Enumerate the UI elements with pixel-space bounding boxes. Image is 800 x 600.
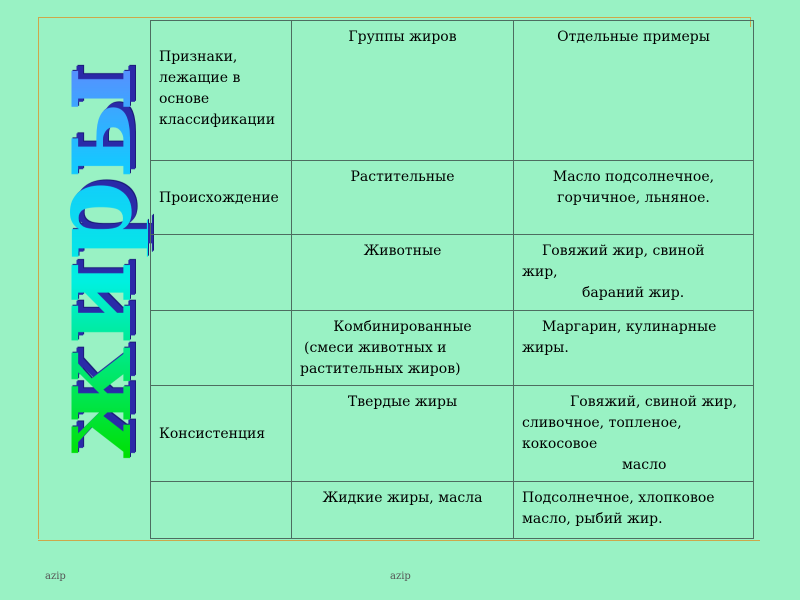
table-header-row <box>151 21 754 161</box>
criterion-cell: Происхождение <box>151 161 292 235</box>
header-criteria: Признаки, лежащие в основе классификации <box>151 21 292 161</box>
examples-cell <box>514 482 754 539</box>
criterion-cell <box>151 482 292 539</box>
frame-bottom-line <box>38 540 760 541</box>
frame-bottom-stub <box>38 514 39 539</box>
example-line: бараний жир. <box>582 285 685 301</box>
example-line: жир, <box>522 264 558 280</box>
table-row <box>151 235 754 311</box>
example-line: Маргарин, кулинарные <box>542 319 717 335</box>
criterion-cell: Консистенция <box>151 386 292 482</box>
example-line: Говяжий, свиной жир, <box>570 394 738 410</box>
group-cell <box>292 311 514 386</box>
group-line: растительных жиров) <box>300 361 461 377</box>
table-row <box>151 161 754 235</box>
examples-cell <box>514 161 754 235</box>
example-line: горчичное, льняное. <box>557 190 710 206</box>
example-line: сливочное, топленое, <box>522 415 682 431</box>
group-line: (смеси животных и <box>304 340 447 356</box>
header-examples: Отдельные примеры <box>514 21 754 161</box>
group-cell: Жидкие жиры, масла <box>292 482 514 539</box>
examples-cell <box>514 311 754 386</box>
side-title: жиры <box>26 64 157 460</box>
table-row <box>151 311 754 386</box>
group-cell: Растительные <box>292 161 514 235</box>
group-line: Комбинированные <box>333 319 472 335</box>
example-line: кокосовое <box>522 436 598 452</box>
example-line: Масло подсолнечное, <box>552 169 715 185</box>
criterion-cell <box>151 311 292 386</box>
frame-top-line <box>38 17 750 18</box>
example-line: Говяжий жир, свиной <box>542 243 705 259</box>
table-row <box>151 482 754 539</box>
examples-cell <box>514 386 754 482</box>
group-cell: Животные <box>292 235 514 311</box>
table-row <box>151 386 754 482</box>
footer-left-text: azip <box>45 571 66 582</box>
examples-cell <box>514 235 754 311</box>
example-line: масло, рыбий жир. <box>522 511 663 527</box>
fat-classification-table <box>150 20 754 539</box>
example-line: Подсолнечное, хлопковое <box>522 490 715 506</box>
criterion-cell <box>151 235 292 311</box>
group-cell: Твердые жиры <box>292 386 514 482</box>
header-groups: Группы жиров <box>292 21 514 161</box>
example-line: масло <box>622 457 667 473</box>
example-line: жиры. <box>522 340 569 356</box>
footer-center-text: azip <box>390 571 411 582</box>
